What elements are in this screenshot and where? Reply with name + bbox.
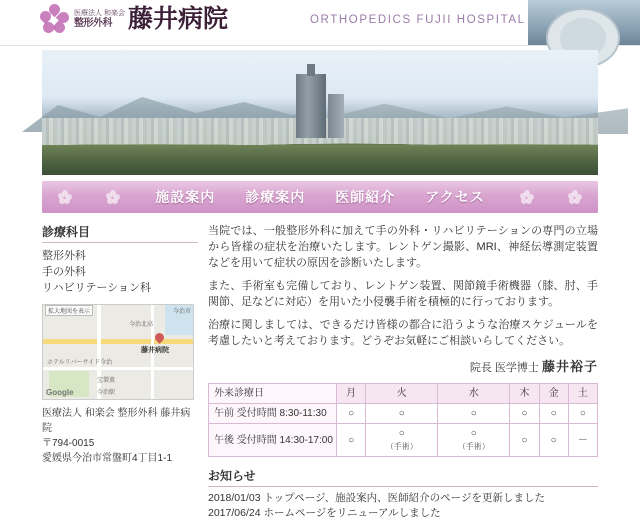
cell-morning-sat: ○ [568, 404, 597, 424]
hero-tower [296, 74, 326, 138]
news-heading: お知らせ [208, 467, 598, 487]
petal-decoration-left-2 [106, 190, 120, 204]
cell-afternoon-wed [438, 424, 510, 457]
table-col-header-tue: 火 [366, 384, 438, 404]
department-item-rehabilitation[interactable]: リハビリテーション科 [42, 282, 152, 294]
org-name-block [74, 9, 125, 29]
nav-item-facility[interactable]: 施設案内 [155, 189, 216, 205]
cell-morning-tue: ○ [366, 404, 438, 424]
department-heading: 診療科目 [42, 223, 198, 243]
sakura-logo-icon [40, 4, 70, 34]
petal-decoration-left [58, 190, 72, 204]
nav-item-medical[interactable]: 診療案内 [245, 189, 306, 205]
address-line-1: 医療法人 和楽会 整形外科 藤井病院 [42, 408, 191, 434]
petal-decoration-right [568, 190, 582, 204]
site-header [0, 0, 640, 46]
table-row [209, 424, 598, 457]
map-label-station: 今治駅 [97, 390, 116, 396]
department-item-orthopedics[interactable]: 整形外科 [42, 250, 86, 262]
department-item-hand-surgery[interactable]: 手の外科 [42, 266, 86, 278]
director-signature [208, 356, 598, 375]
cell-afternoon-mon [337, 424, 366, 457]
cell-afternoon-fri-mark: ○ [550, 434, 557, 446]
address-line-3: 愛媛県今治市常盤町4丁目1-1 [42, 453, 173, 464]
org-line1: 医療法人 和楽会 [74, 10, 125, 17]
cell-afternoon-sat [568, 424, 597, 457]
map-label-kitakou: 今治北高 [129, 322, 154, 328]
table-col-header-0: 外来診療日 [209, 384, 337, 404]
intro-paragraph-1: 当院では、一般整形外科に加えて手の外科・リハビリテーションの専門の立場から皆様の症状を治療いたします。レントゲン撮影、MRI、神経伝導測定装置などを用いて症状の原因を診断いたします。 [208, 225, 598, 269]
address-line-2: 〒794-0015 [42, 438, 95, 449]
cell-morning-thu: ○ [510, 404, 539, 424]
cell-afternoon-thu-mark: ○ [521, 434, 528, 446]
nav-item-doctors[interactable]: 医師紹介 [335, 189, 396, 205]
map-header-bar [43, 305, 193, 315]
cell-afternoon-wed-note: （手術） [457, 442, 490, 451]
news-item-2[interactable]: 2017/06/24 ホームページをリニューアルしました [208, 507, 441, 519]
map-hospital-label: 藤井病院 [141, 347, 169, 354]
table-col-header-fri: 金 [539, 384, 568, 404]
address-block [42, 406, 198, 466]
intro-text [208, 223, 598, 349]
intro-paragraph-2: また、手術室も完備しており、レントゲン装置、関節鏡手術機器（膝、肘、手関節、足などに対応）を用いた小侵襲手術を積極的に行っております。 [208, 280, 598, 308]
table-row-header-afternoon: 午後 受付時間 14:30-17:00 [209, 424, 337, 457]
location-map[interactable] [42, 304, 194, 400]
news-list [208, 491, 598, 521]
map-expand-link[interactable]: 拡大地図を表示 [45, 305, 93, 316]
cell-afternoon-wed-mark: ○ [470, 428, 477, 439]
news-item-1[interactable]: 2018/01/03 トップページ、施設案内、医師紹介のページを更新しました [208, 492, 545, 504]
table-col-header-mon: 月 [337, 384, 366, 404]
map-label-hotel: ホテルリバーサイド今治 [47, 360, 113, 366]
table-row [209, 404, 598, 424]
table-col-header-sat: 土 [568, 384, 597, 404]
cell-afternoon-tue-note: （手術） [385, 442, 418, 451]
consultation-hours-table [208, 383, 598, 457]
map-city-label: 今治市 [172, 308, 191, 315]
hospital-name: 藤井病院 [127, 5, 228, 33]
director-title: 院長 医学博士 [469, 362, 539, 374]
cell-morning-mon: ○ [337, 404, 366, 424]
site-logo[interactable] [40, 4, 228, 34]
header-building-photo [528, 0, 640, 45]
map-road-main [43, 339, 193, 344]
intro-paragraph-3: 治療に関しましては、できるだけ皆様の都合に沿うような治療スケジュールを考慮したいと考えております。どうぞお気軽にご相談いらしてください。 [208, 319, 598, 347]
department-list [42, 248, 198, 296]
main-content [198, 223, 598, 521]
cell-afternoon-tue-mark: ○ [398, 428, 405, 439]
cell-afternoon-thu [510, 424, 539, 457]
cell-afternoon-fri [539, 424, 568, 457]
map-road-secondary [43, 367, 193, 370]
cell-morning-fri: ○ [539, 404, 568, 424]
hero-tower-secondary [328, 94, 344, 138]
nav-item-access[interactable]: アクセス [425, 189, 485, 205]
nav-item-list [155, 187, 485, 207]
main-navigation [42, 181, 598, 213]
header-english-name: ORTHOPEDICS FUJII HOSPITAL [310, 14, 526, 26]
director-name: 藤井裕子 [541, 359, 598, 374]
map-label-takara: 宝製菓 [97, 378, 116, 384]
map-road-vertical-1 [97, 305, 101, 399]
sidebar [42, 223, 198, 521]
cell-afternoon-mon-mark: ○ [348, 434, 355, 446]
hero-cityscape-image [42, 50, 598, 175]
table-row-header-morning: 午前 受付時間 8:30-11:30 [209, 404, 337, 424]
hero-foreground-greenery [42, 145, 598, 175]
cell-afternoon-sat-mark: － [577, 434, 588, 446]
table-col-header-wed: 水 [438, 384, 510, 404]
table-header-row [209, 384, 598, 404]
cell-morning-wed: ○ [438, 404, 510, 424]
cell-afternoon-tue [366, 424, 438, 457]
map-provider-logo: Google [46, 388, 74, 397]
table-col-header-thu: 木 [510, 384, 539, 404]
content-area [42, 223, 598, 521]
petal-decoration-right-2 [520, 190, 534, 204]
org-line2: 整形外科 [74, 18, 112, 29]
